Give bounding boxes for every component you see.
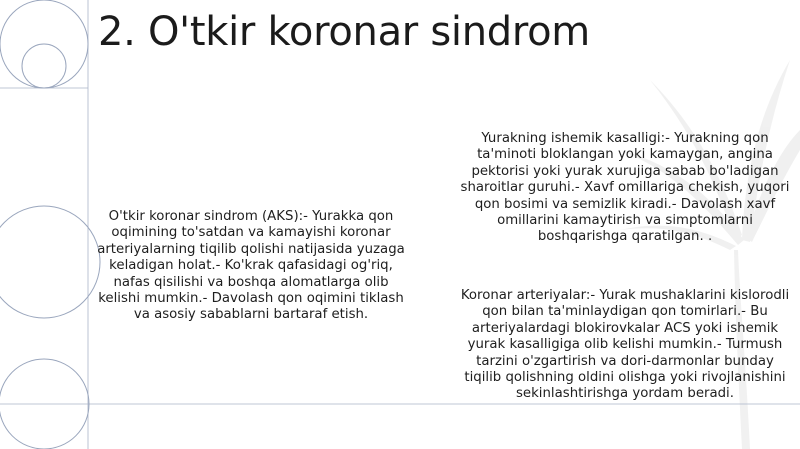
slide-title: 2. O'tkir koronar sindrom: [98, 9, 590, 55]
aks-text-block: O'tkir koronar sindrom (AKS):- Yurakka qon oqimining to'satdan va kamayishi koronar arteriyalarning tiqilib qolishi natijasida yuzaga keladigan holat.- Ko'krak qafasidagi og'riq, nafas qisilishi va boshqa alomatlarga olib kelishi mumkin.- Davolash qon oqimini tiklash va asosiy sabablarni bartaraf etish.: [97, 209, 405, 323]
arteriyalar-text-block: Koronar arteriyalar:- Yurak mushaklarini kislorodli qon bilan ta'minlaydigan qon tomirlari.- Bu arteriyalardagi blokirovkalar ACS yoki ishemik yurak kasalligiga olib kelishi mumkin.- Turmush tarzini o'zgartirish va dori-darmonlar bunday tiqilib qolishning oldini olishga yoki rivojlanishini sekinlashtirishga yordam beradi.: [460, 288, 790, 402]
ishemik-text-block: Yurakning ishemik kasalligi:- Yurakning qon ta'minoti bloklangan yoki kamaygan, angina pektorisi yoki yurak xurujiga sabab bo'ladigan sharoitlar guruhi.- Xavf omillariga chekish, yuqori qon bosimi va semizlik kiradi.- Davolash xavf omillarini kamaytirish va simptomlarni boshqarishga qaratilgan. .: [460, 131, 790, 245]
circle-ornaments: [0, 0, 100, 449]
